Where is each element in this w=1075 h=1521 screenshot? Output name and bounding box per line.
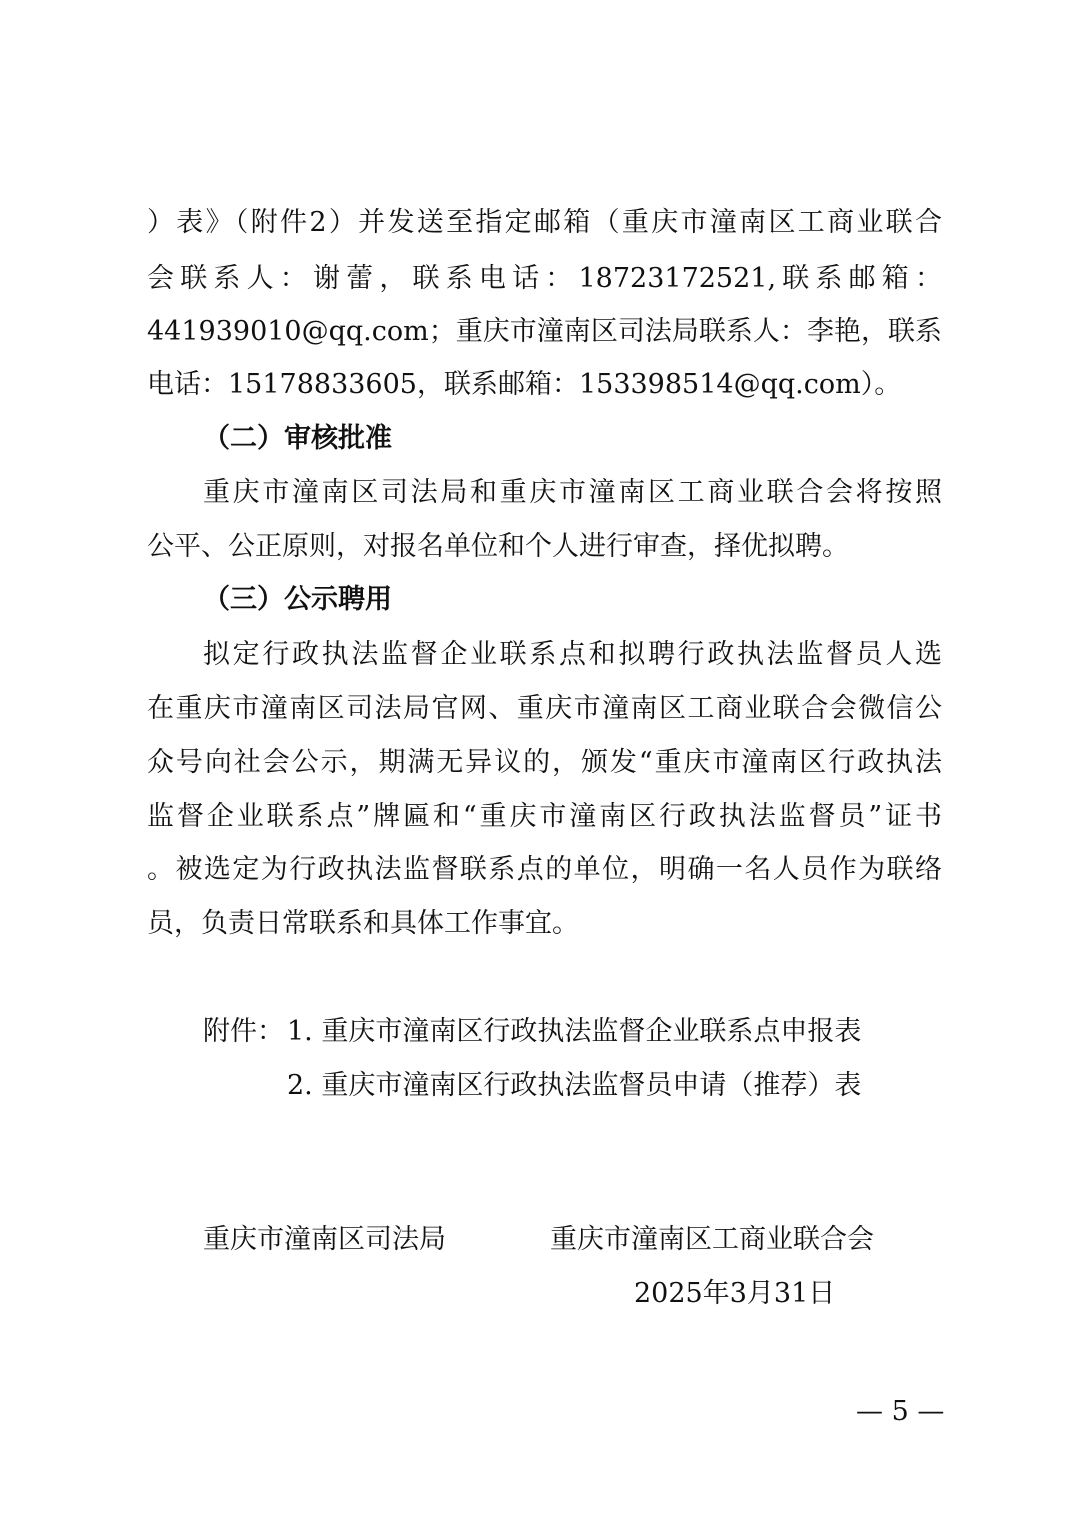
body-text-line: ）表》（附件2）并发送至指定邮箱（重庆市潼南区工商业联合: [147, 207, 942, 238]
body-text-line: 在重庆市潼南区司法局官网、重庆市潼南区工商业联合会微信公: [147, 693, 942, 724]
section-heading: （三）公示聘用: [203, 584, 392, 615]
body-text-line: 员，负责日常联系和具体工作事宜。: [147, 908, 579, 939]
attachments-label: 附件：: [203, 1016, 284, 1047]
body-text-line: 重庆市潼南区司法局和重庆市潼南区工商业联合会将按照: [203, 477, 942, 508]
attachment-item: 2. 重庆市潼南区行政执法监督员申请（推荐）表: [287, 1070, 862, 1101]
body-text-line: 电话：15178833605，联系邮箱：153398514@qq.com）。: [147, 369, 902, 400]
body-text-line: 监督企业联系点”牌匾和“重庆市潼南区行政执法监督员”证书: [147, 801, 942, 832]
body-text-line: 会联系人：谢蕾，联系电话：18723172521,联系邮箱：: [147, 263, 942, 294]
attachment-item: 1. 重庆市潼南区行政执法监督企业联系点申报表: [287, 1016, 862, 1047]
signature-right: 重庆市潼南区工商业联合会: [550, 1224, 874, 1255]
body-text-line: 。被选定为行政执法监督联系点的单位，明确一名人员作为联络: [147, 854, 942, 885]
section-heading: （二）审核批准: [203, 423, 392, 454]
body-text-line: 公平、公正原则，对报名单位和个人进行审查，择优拟聘。: [147, 531, 849, 562]
body-text-line: 众号向社会公示，期满无异议的，颁发“重庆市潼南区行政执法: [147, 747, 942, 778]
page-number: — 5 —: [856, 1396, 945, 1427]
signature-left: 重庆市潼南区司法局: [203, 1224, 446, 1255]
body-text-line: 拟定行政执法监督企业联系点和拟聘行政执法监督员人选: [203, 639, 942, 670]
issue-date: 2025年3月31日: [634, 1278, 836, 1309]
body-text-line: 441939010@qq.com；重庆市潼南区司法局联系人：李艳，联系: [147, 316, 942, 347]
